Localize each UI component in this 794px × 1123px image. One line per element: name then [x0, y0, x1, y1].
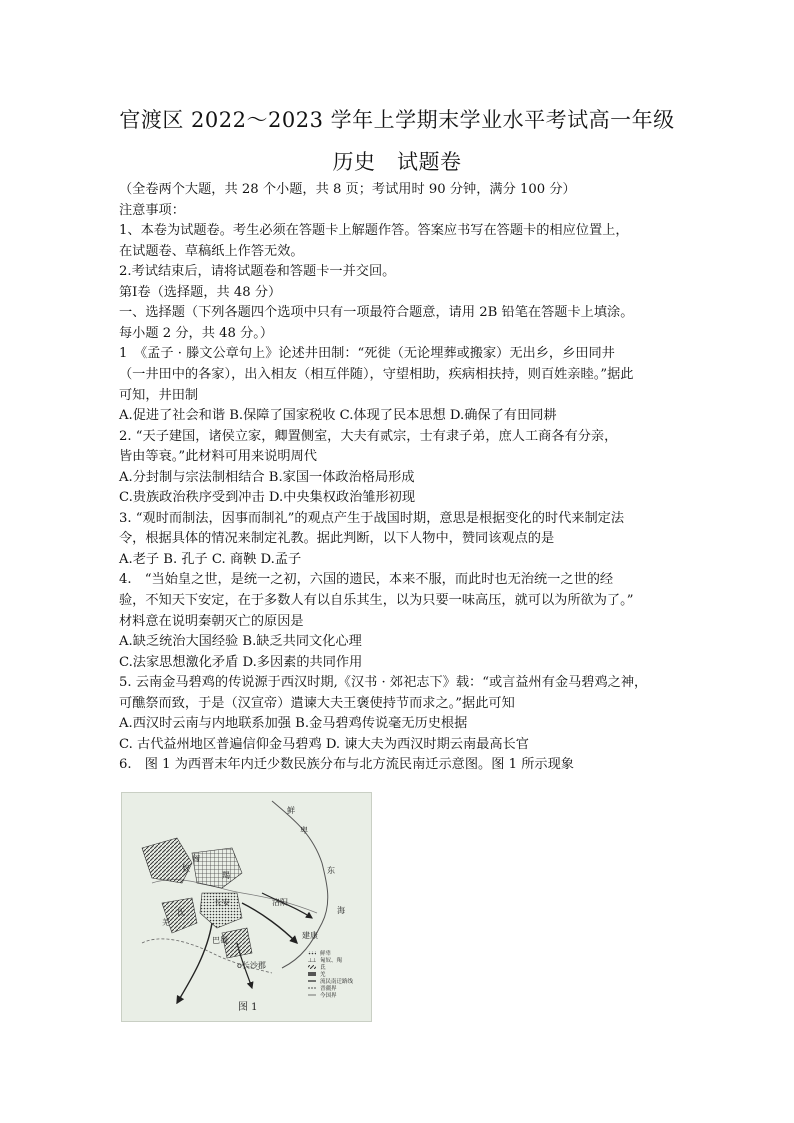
- map-label: 羯: [222, 871, 230, 880]
- text-line: 第Ⅰ卷（选择题，共 48 分）: [119, 284, 282, 300]
- text-line: 3. “观时而制法，因事而制礼”的观点产生于战国时期，意思是根据变化的时代来制定法: [119, 510, 625, 526]
- text-line: C.法家思想激化矛盾 D.多因素的共同作用: [119, 654, 363, 670]
- legend-item: 晋疆界: [320, 986, 337, 992]
- text-line: （一井田中的各家），出入相友（相互伴随），守望相助，疾病相扶持，则百姓亲睦。”据此: [119, 366, 634, 382]
- text-line: 材料意在说明秦朝灭亡的原因是: [119, 613, 304, 629]
- text-line: A.促进了社会和谐 B.保障了国家税收 C.体现了民本思想 D.确保了有田同耕: [119, 408, 557, 424]
- legend-item: 今国界: [320, 993, 337, 999]
- text-line: 可知，井田制: [119, 387, 199, 403]
- text-line: 可醮祭而致，于是（汉宣帝）遣谏大夫王褒使持节而求之。”据此可知: [119, 695, 515, 711]
- text-line: 在试题卷、草稿纸上作答无效。: [119, 243, 304, 259]
- map-label: o长沙郡: [237, 961, 266, 970]
- text-line: 2. “天子建国，诸侯立家，卿置侧室，大夫有贰宗，士有隶子弟，庶人工商各有分亲，: [119, 428, 618, 444]
- text-line: 一、选择题（下列各题四个选项中只有一项最符合题意，请用 2B 铅笔在答题卡上填涂。: [119, 305, 634, 321]
- text-line: 2.考试结束后，请将试题卷和答题卡一并交回。: [119, 264, 396, 280]
- legend-item: 羌: [320, 972, 326, 978]
- map-label: 鲜: [287, 806, 295, 815]
- map-label: 奴: [182, 864, 190, 873]
- map-label: 洛阳: [272, 898, 288, 907]
- map-label: 羌: [162, 918, 170, 927]
- map-label: 卑: [300, 826, 308, 835]
- text-line: 皆由等衰。”此材料可用来说明周代: [119, 449, 317, 465]
- legend-item: 匈奴、羯: [320, 958, 343, 964]
- text-line: 1、本卷为试题卷。考生必须在答题卡上解题作答。答案应书写在答题卡的相应位置上，: [119, 223, 629, 239]
- map-label: 建康: [302, 931, 318, 940]
- text-line: 1 《孟子 · 滕文公章句上》论述井田制：“死徙（无论埋葬或搬家）无出乡，乡田同井: [119, 346, 615, 362]
- text-line: 注意事项：: [119, 202, 185, 218]
- text-line: 验，不知天下安定，在于多数人有以自乐其生，以为只要一味高压，就可以为所欲为了。”: [119, 593, 634, 608]
- map-label: 匈: [192, 854, 200, 863]
- text-line: （全卷两个大题，共 28 个小题，共 8 页；考试用时 90 分钟，满分 100 分）: [119, 182, 576, 197]
- map-graphic: [122, 793, 371, 1021]
- text-line: C. 古代益州地区普遍信仰金马碧鸡 D. 谏大夫为西汉时期云南最高长官: [119, 736, 529, 752]
- map-label: 东: [327, 866, 335, 875]
- text-line: C.贵族政治秩序受到冲击 D.中央集权政治雏形初现: [119, 490, 416, 506]
- text-line: A.老子 B. 孔子 C. 商鞅 D.孟子: [119, 551, 302, 567]
- text-line: A.西汉时云南与内地联系加强 B.金马碧鸡传说毫无历史根据: [119, 716, 468, 732]
- figure-caption: 图 1: [238, 1002, 258, 1013]
- text-line: 每小题 2 分，共 48 分。）: [119, 325, 274, 341]
- map-legend: [308, 949, 354, 999]
- text-line: 令，根据具体的情况来制定礼教。据此判断，以下人物中，赞同该观点的是: [119, 531, 555, 547]
- text-line: A.分封制与宗法制相结合 B.家国一体政治格局形成: [119, 469, 415, 485]
- text-line: 4. “当始皇之世，是统一之初，六国的遗民，本来不服，而此时也无治统一之世的经: [119, 572, 614, 588]
- exam-title: 官渡区 2022～2023 学年上学期末学业水平考试高一年级: [119, 108, 675, 132]
- legend-item: 氐: [320, 965, 326, 971]
- text-line: 5. 云南金马碧鸡的传说源于西汉时期,《汉书 · 郊祀志下》载：“或言益州有金马碧鸡之神，: [119, 675, 648, 691]
- exam-subtitle: 历史 试题卷: [332, 150, 462, 174]
- legend-item: 鲜卑: [320, 951, 332, 957]
- map-label: 长安: [214, 898, 230, 907]
- map-label: 海: [337, 906, 345, 915]
- text-line: 6. 图 1 为西晋末年内迁少数民族分布与北方流民南迁示意图。图 1 所示现象: [119, 757, 574, 773]
- map-label: 氐: [177, 908, 185, 917]
- map-label: 巴蜀: [212, 936, 228, 945]
- figure-1-map: [121, 792, 372, 1022]
- text-line: A.缺乏统治大国经验 B.缺乏共同文化心理: [119, 634, 362, 650]
- legend-item: 流民南迁路线: [320, 979, 354, 985]
